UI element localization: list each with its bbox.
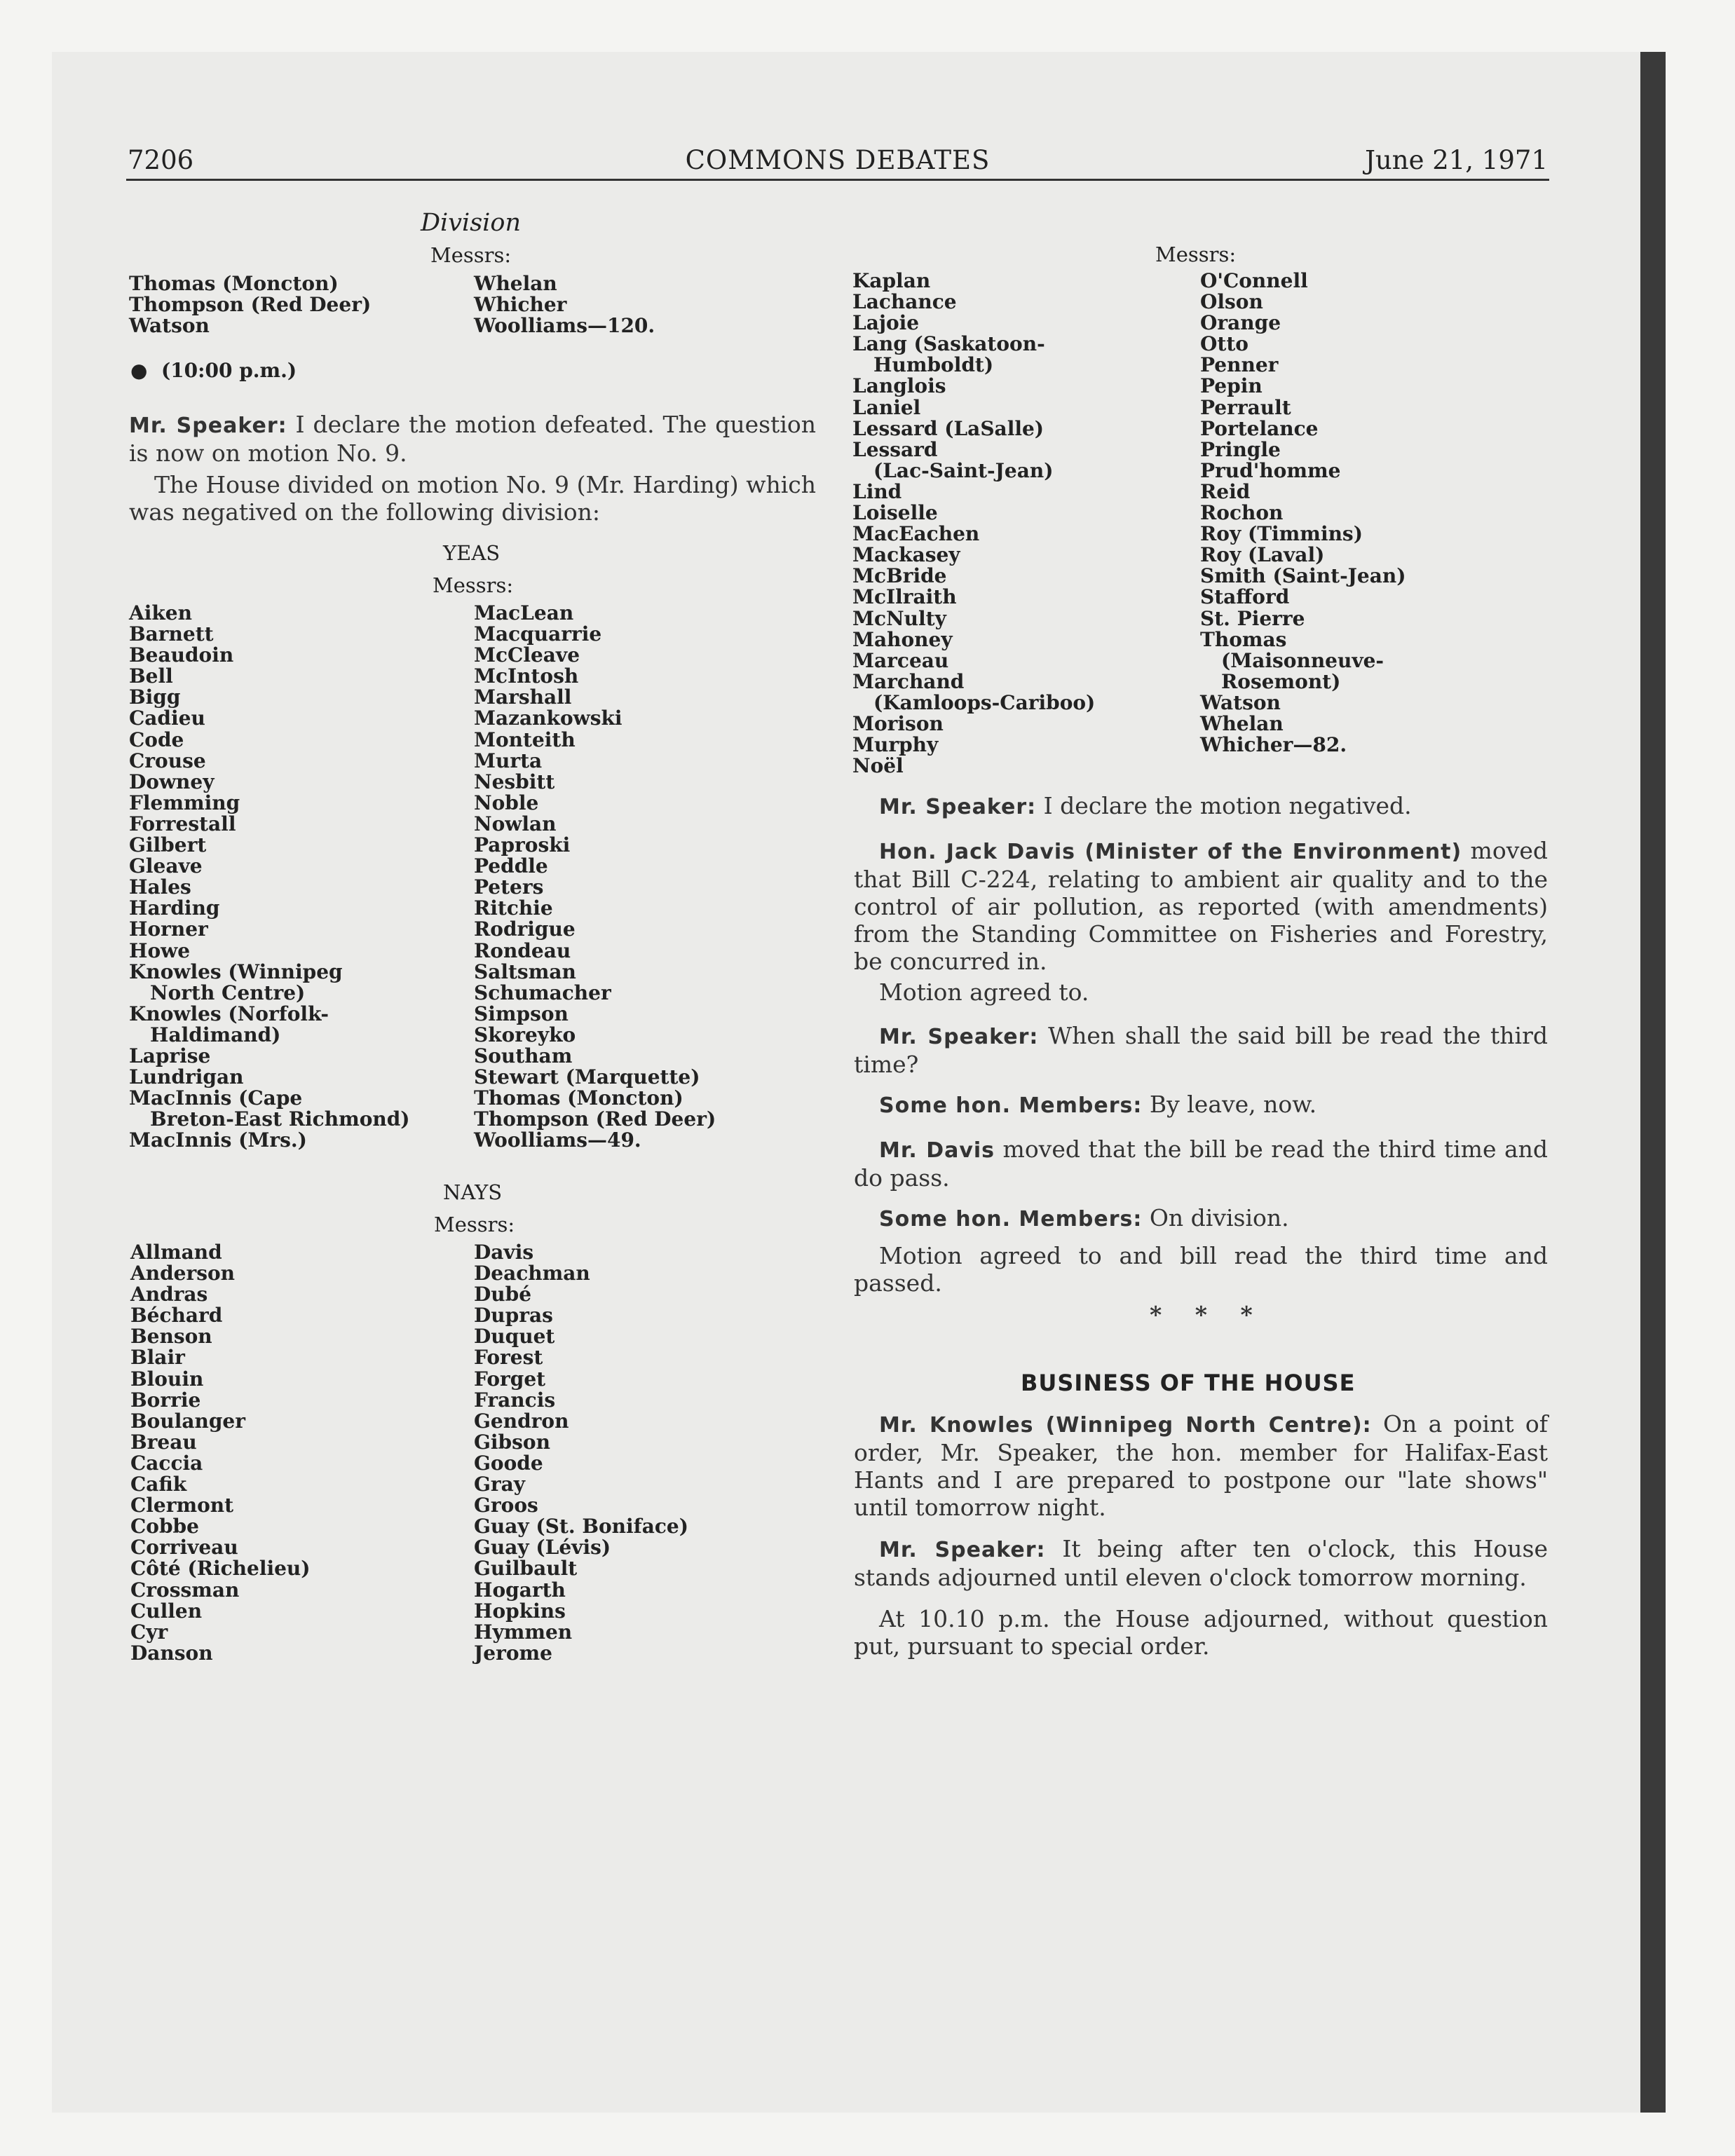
member-name: Harding xyxy=(129,896,220,920)
nays-heading: NAYS xyxy=(443,1180,503,1204)
member-name: O'Connell xyxy=(1200,269,1308,292)
member-name: Otto xyxy=(1200,332,1248,356)
member-name: Murphy xyxy=(852,733,939,757)
member-name: Lind xyxy=(852,479,902,503)
member-name: Cyr xyxy=(130,1620,168,1644)
member-name: Davis xyxy=(474,1241,534,1264)
member-name: Code xyxy=(129,728,184,751)
member-name: Béchard xyxy=(130,1304,223,1328)
yeas-right-list xyxy=(474,603,716,1151)
member-name: Jerome xyxy=(474,1641,552,1665)
paragraph-text: I declare the motion defeated. The question is now on motion No. 9. xyxy=(129,411,816,467)
member-name: Thomas (Moncton) xyxy=(129,272,339,295)
paragraph-by-leave xyxy=(854,1091,1548,1119)
member-name: Rodrigue xyxy=(474,917,576,941)
member-name: Murta xyxy=(474,749,543,772)
division-right-list xyxy=(474,273,655,336)
paragraph-motion-agreed: Motion agreed to. xyxy=(879,978,1089,1006)
member-name: Groos xyxy=(474,1494,538,1517)
member-name: Langlois xyxy=(852,374,946,398)
member-name: McIlraith xyxy=(852,585,957,609)
paragraph-point-of-order xyxy=(854,1410,1548,1521)
member-name: MacInnis (Mrs.) xyxy=(129,1128,307,1152)
member-name: Reid xyxy=(1200,479,1251,503)
time-marker xyxy=(130,359,297,382)
member-name: Penner xyxy=(1200,353,1279,377)
division-left-list xyxy=(129,273,371,336)
member-name: Anderson xyxy=(130,1262,236,1285)
member-name: Flemming xyxy=(129,791,240,814)
division-heading: Division xyxy=(421,209,521,237)
member-name: Gray xyxy=(474,1473,526,1496)
paragraph-text: I declare the motion negatived. xyxy=(1036,792,1412,819)
member-name: Marshall xyxy=(474,685,572,709)
nays-right-list xyxy=(474,1242,688,1664)
member-name: Marceau xyxy=(852,648,949,672)
member-name: Peddle xyxy=(474,854,548,878)
nays-cont-messrs: Messrs: xyxy=(1155,243,1237,266)
member-name: Knowles (Norfolk- xyxy=(129,1002,329,1025)
page-header xyxy=(126,144,1549,181)
member-name: Guay (Lévis) xyxy=(474,1536,611,1560)
member-name: Cafik xyxy=(130,1473,187,1496)
member-name: Duquet xyxy=(474,1325,555,1349)
member-name: Roy (Laval) xyxy=(1200,543,1325,567)
member-name: Bell xyxy=(129,664,173,688)
member-name: Cadieu xyxy=(129,707,205,730)
paragraph-on-division xyxy=(854,1204,1548,1233)
nays-messrs: Messrs: xyxy=(434,1213,515,1236)
member-name: Côté (Richelieu) xyxy=(130,1557,311,1581)
member-name: McBride xyxy=(852,564,947,588)
paragraph-text: It being after ten o'clock, this House stands adjourned until eleven o'clock tomorrow morning. xyxy=(854,1535,1548,1591)
member-name: Dubé xyxy=(474,1283,532,1306)
division-messrs: Messrs: xyxy=(430,243,512,267)
member-name: Perrault xyxy=(1200,395,1291,419)
member-name: Lessard xyxy=(852,437,938,461)
member-name: Thompson (Red Deer) xyxy=(474,1107,716,1131)
section-separator-stars: * * * xyxy=(1150,1301,1265,1328)
member-name: Howe xyxy=(129,939,191,962)
paragraph-text: When shall the said bill be read the third time? xyxy=(854,1022,1548,1078)
member-name: Rochon xyxy=(1200,501,1284,525)
member-name: Schumacher xyxy=(474,981,611,1004)
member-name: Portelance xyxy=(1200,416,1319,440)
binding-edge xyxy=(1640,52,1666,2113)
member-name: Woolliams—120. xyxy=(474,314,655,338)
member-name: Lessard (LaSalle) xyxy=(852,416,1045,440)
member-name: Humboldt) xyxy=(873,353,994,377)
speaker-name: Some hon. Members: xyxy=(879,1207,1143,1231)
member-name: McNulty xyxy=(852,606,946,630)
member-name: Cullen xyxy=(130,1599,203,1623)
member-name: Whelan xyxy=(474,272,557,295)
publication-title: COMMONS DEBATES xyxy=(685,145,991,175)
member-name: Lundrigan xyxy=(129,1065,244,1089)
yeas-heading: YEAS xyxy=(443,541,501,565)
member-name: (Kamloops-Cariboo) xyxy=(873,690,1096,714)
member-name: Whicher xyxy=(474,293,567,317)
member-name: Aiken xyxy=(129,601,192,625)
member-name: Haldimand) xyxy=(150,1023,281,1046)
member-name: Benson xyxy=(130,1325,212,1349)
member-name: Corriveau xyxy=(130,1536,238,1560)
member-name: Horner xyxy=(129,917,208,941)
member-name: Whelan xyxy=(1200,711,1284,735)
member-name: Whicher—82. xyxy=(1200,733,1347,757)
member-name: St. Pierre xyxy=(1200,606,1305,630)
speaker-name: Mr. Davis xyxy=(879,1138,995,1163)
member-name: Gibson xyxy=(474,1430,550,1454)
member-name: Blair xyxy=(130,1346,185,1370)
member-name: Hopkins xyxy=(474,1599,566,1623)
member-name: Smith (Saint-Jean) xyxy=(1200,564,1406,588)
paragraph-motion-defeated xyxy=(129,411,816,467)
member-name: Gendron xyxy=(474,1409,569,1433)
member-name: Lachance xyxy=(852,290,957,314)
member-name: McCleave xyxy=(474,643,580,667)
member-name: Watson xyxy=(1200,690,1281,714)
member-name: Boulanger xyxy=(130,1409,245,1433)
paragraph-text: On a point of order, Mr. Speaker, the hon. member for Halifax-East Hants and I are prepared to postpone our "late shows" until tomorrow night. xyxy=(854,1410,1548,1521)
member-name: Nesbitt xyxy=(474,770,555,793)
paragraph-davis-moved xyxy=(854,1135,1548,1192)
member-name: MacLean xyxy=(474,601,574,625)
section-heading-business: BUSINESS OF THE HOUSE xyxy=(1021,1370,1356,1396)
member-name: North Centre) xyxy=(150,981,306,1004)
paragraph-text: moved that Bill C-224, relating to ambient air quality and to the control of air pollution, as reported (with amendments) from the Standing Committee on Fisheries and Forestry, be concurred in. xyxy=(854,837,1548,975)
nays-cont-right-list xyxy=(1200,271,1406,756)
member-name: Stafford xyxy=(1200,585,1290,609)
member-name: Pepin xyxy=(1200,374,1263,398)
member-name: Pringle xyxy=(1200,437,1281,461)
member-name: Southam xyxy=(474,1044,573,1067)
member-name: Guay (St. Boniface) xyxy=(474,1515,688,1538)
member-name: Dupras xyxy=(474,1304,553,1328)
member-name: Forget xyxy=(474,1367,546,1391)
yeas-messrs: Messrs: xyxy=(433,573,514,597)
member-name: Rosemont) xyxy=(1221,669,1341,693)
speaker-name: Some hon. Members: xyxy=(879,1093,1143,1118)
bullet-icon: ● xyxy=(130,359,161,382)
member-name: Thompson (Red Deer) xyxy=(129,293,372,317)
member-name: Macquarrie xyxy=(474,622,602,646)
member-name: Barnett xyxy=(129,622,214,646)
member-name: Morison xyxy=(852,711,944,735)
member-name: Forrestall xyxy=(129,812,236,835)
nays-cont-left-list xyxy=(852,271,1095,777)
member-name: Roy (Timmins) xyxy=(1200,522,1363,546)
member-name: Paproski xyxy=(474,833,571,857)
member-name: MacInnis (Cape xyxy=(129,1086,303,1110)
member-name: Danson xyxy=(130,1641,213,1665)
member-name: Borrie xyxy=(130,1388,201,1412)
member-name: Laprise xyxy=(129,1044,211,1067)
member-name: Monteith xyxy=(474,728,576,751)
member-name: Breau xyxy=(130,1430,197,1454)
member-name: Kaplan xyxy=(852,269,931,292)
member-name: Stewart (Marquette) xyxy=(474,1065,700,1089)
member-name: Crouse xyxy=(129,749,206,772)
member-name: (Lac-Saint-Jean) xyxy=(873,458,1054,482)
speaker-name: Mr. Speaker: xyxy=(879,1025,1039,1049)
member-name: Bigg xyxy=(129,685,181,709)
member-name: (Maisonneuve- xyxy=(1221,648,1384,672)
member-name: Beaudoin xyxy=(129,643,234,667)
member-name: Mazankowski xyxy=(474,707,622,730)
member-name: Crossman xyxy=(130,1578,240,1602)
publication-date: June 21, 1971 xyxy=(1365,145,1548,175)
member-name: Gilbert xyxy=(129,833,207,857)
speaker-name: Mr. Speaker: xyxy=(129,414,287,438)
member-name: Loiselle xyxy=(852,501,938,525)
nays-left-list xyxy=(130,1242,311,1664)
member-name: Forest xyxy=(474,1346,543,1370)
member-name: Olson xyxy=(1200,290,1263,314)
member-name: Hales xyxy=(129,875,191,899)
member-name: Thomas xyxy=(1200,627,1287,651)
member-name: Laniel xyxy=(852,395,921,419)
member-name: Woolliams—49. xyxy=(474,1128,641,1152)
member-name: MacEachen xyxy=(852,522,980,546)
member-name: Prud'homme xyxy=(1200,458,1341,482)
page-number: 7206 xyxy=(128,145,194,175)
member-name: Hogarth xyxy=(474,1578,566,1602)
member-name: Goode xyxy=(474,1451,543,1475)
member-name: Guilbault xyxy=(474,1557,578,1581)
member-name: Rondeau xyxy=(474,939,571,962)
member-name: Lajoie xyxy=(852,311,920,335)
member-name: Ritchie xyxy=(474,896,553,920)
paragraph-adjourned xyxy=(854,1535,1548,1591)
member-name: Downey xyxy=(129,770,215,793)
paragraph-text: moved that the bill be read the third time and do pass. xyxy=(854,1135,1548,1192)
paragraph-bill-c224 xyxy=(854,837,1548,975)
member-name: Knowles (Winnipeg xyxy=(129,960,343,983)
paragraph-third-reading-question xyxy=(854,1022,1548,1078)
speaker-name: Hon. Jack Davis (Minister of the Environment) xyxy=(879,840,1462,864)
paragraph-text: On division. xyxy=(1142,1204,1289,1231)
member-name: Mackasey xyxy=(852,543,960,567)
member-name: Lang (Saskatoon- xyxy=(852,332,1045,356)
member-name: Deachman xyxy=(474,1262,590,1285)
member-name: Mahoney xyxy=(852,627,953,651)
member-name: Thomas (Moncton) xyxy=(474,1086,683,1110)
member-name: Peters xyxy=(474,875,544,899)
member-name: Nowlan xyxy=(474,812,557,835)
member-name: Watson xyxy=(129,314,210,338)
member-name: Skoreyko xyxy=(474,1023,576,1046)
member-name: Blouin xyxy=(130,1367,204,1391)
member-name: Hymmen xyxy=(474,1620,573,1644)
member-name: Orange xyxy=(1200,311,1281,335)
member-name: Gleave xyxy=(129,854,203,878)
speaker-name: Mr. Speaker: xyxy=(879,795,1037,819)
member-name: Andras xyxy=(130,1283,208,1306)
member-name: Cobbe xyxy=(130,1515,199,1538)
member-name: Marchand xyxy=(852,669,965,693)
member-name: Breton-East Richmond) xyxy=(150,1107,410,1131)
paragraph-motion-negatived xyxy=(854,792,1548,821)
member-name: Noble xyxy=(474,791,539,814)
member-name: Caccia xyxy=(130,1451,203,1475)
paragraph-text: By leave, now. xyxy=(1142,1091,1317,1118)
paragraph-house-adjourned: At 10.10 p.m. the House adjourned, without question put, pursuant to special order. xyxy=(854,1605,1548,1660)
paragraph-house-divided: The House divided on motion No. 9 (Mr. Harding) which was negatived on the following division: xyxy=(129,471,816,526)
yeas-left-list xyxy=(129,603,410,1151)
member-name: Saltsman xyxy=(474,960,576,983)
member-name: Clermont xyxy=(130,1494,234,1517)
speaker-name: Mr. Speaker: xyxy=(879,1538,1046,1562)
member-name: Noël xyxy=(852,754,904,778)
member-name: Simpson xyxy=(474,1002,569,1025)
member-name: Allmand xyxy=(130,1241,222,1264)
time-marker-text: (10:00 p.m.) xyxy=(161,359,297,382)
paragraph-bill-passed: Motion agreed to and bill read the third time and passed. xyxy=(854,1242,1548,1297)
speaker-name: Mr. Knowles (Winnipeg North Centre): xyxy=(879,1413,1372,1438)
member-name: Francis xyxy=(474,1388,556,1412)
member-name: McIntosh xyxy=(474,664,579,688)
